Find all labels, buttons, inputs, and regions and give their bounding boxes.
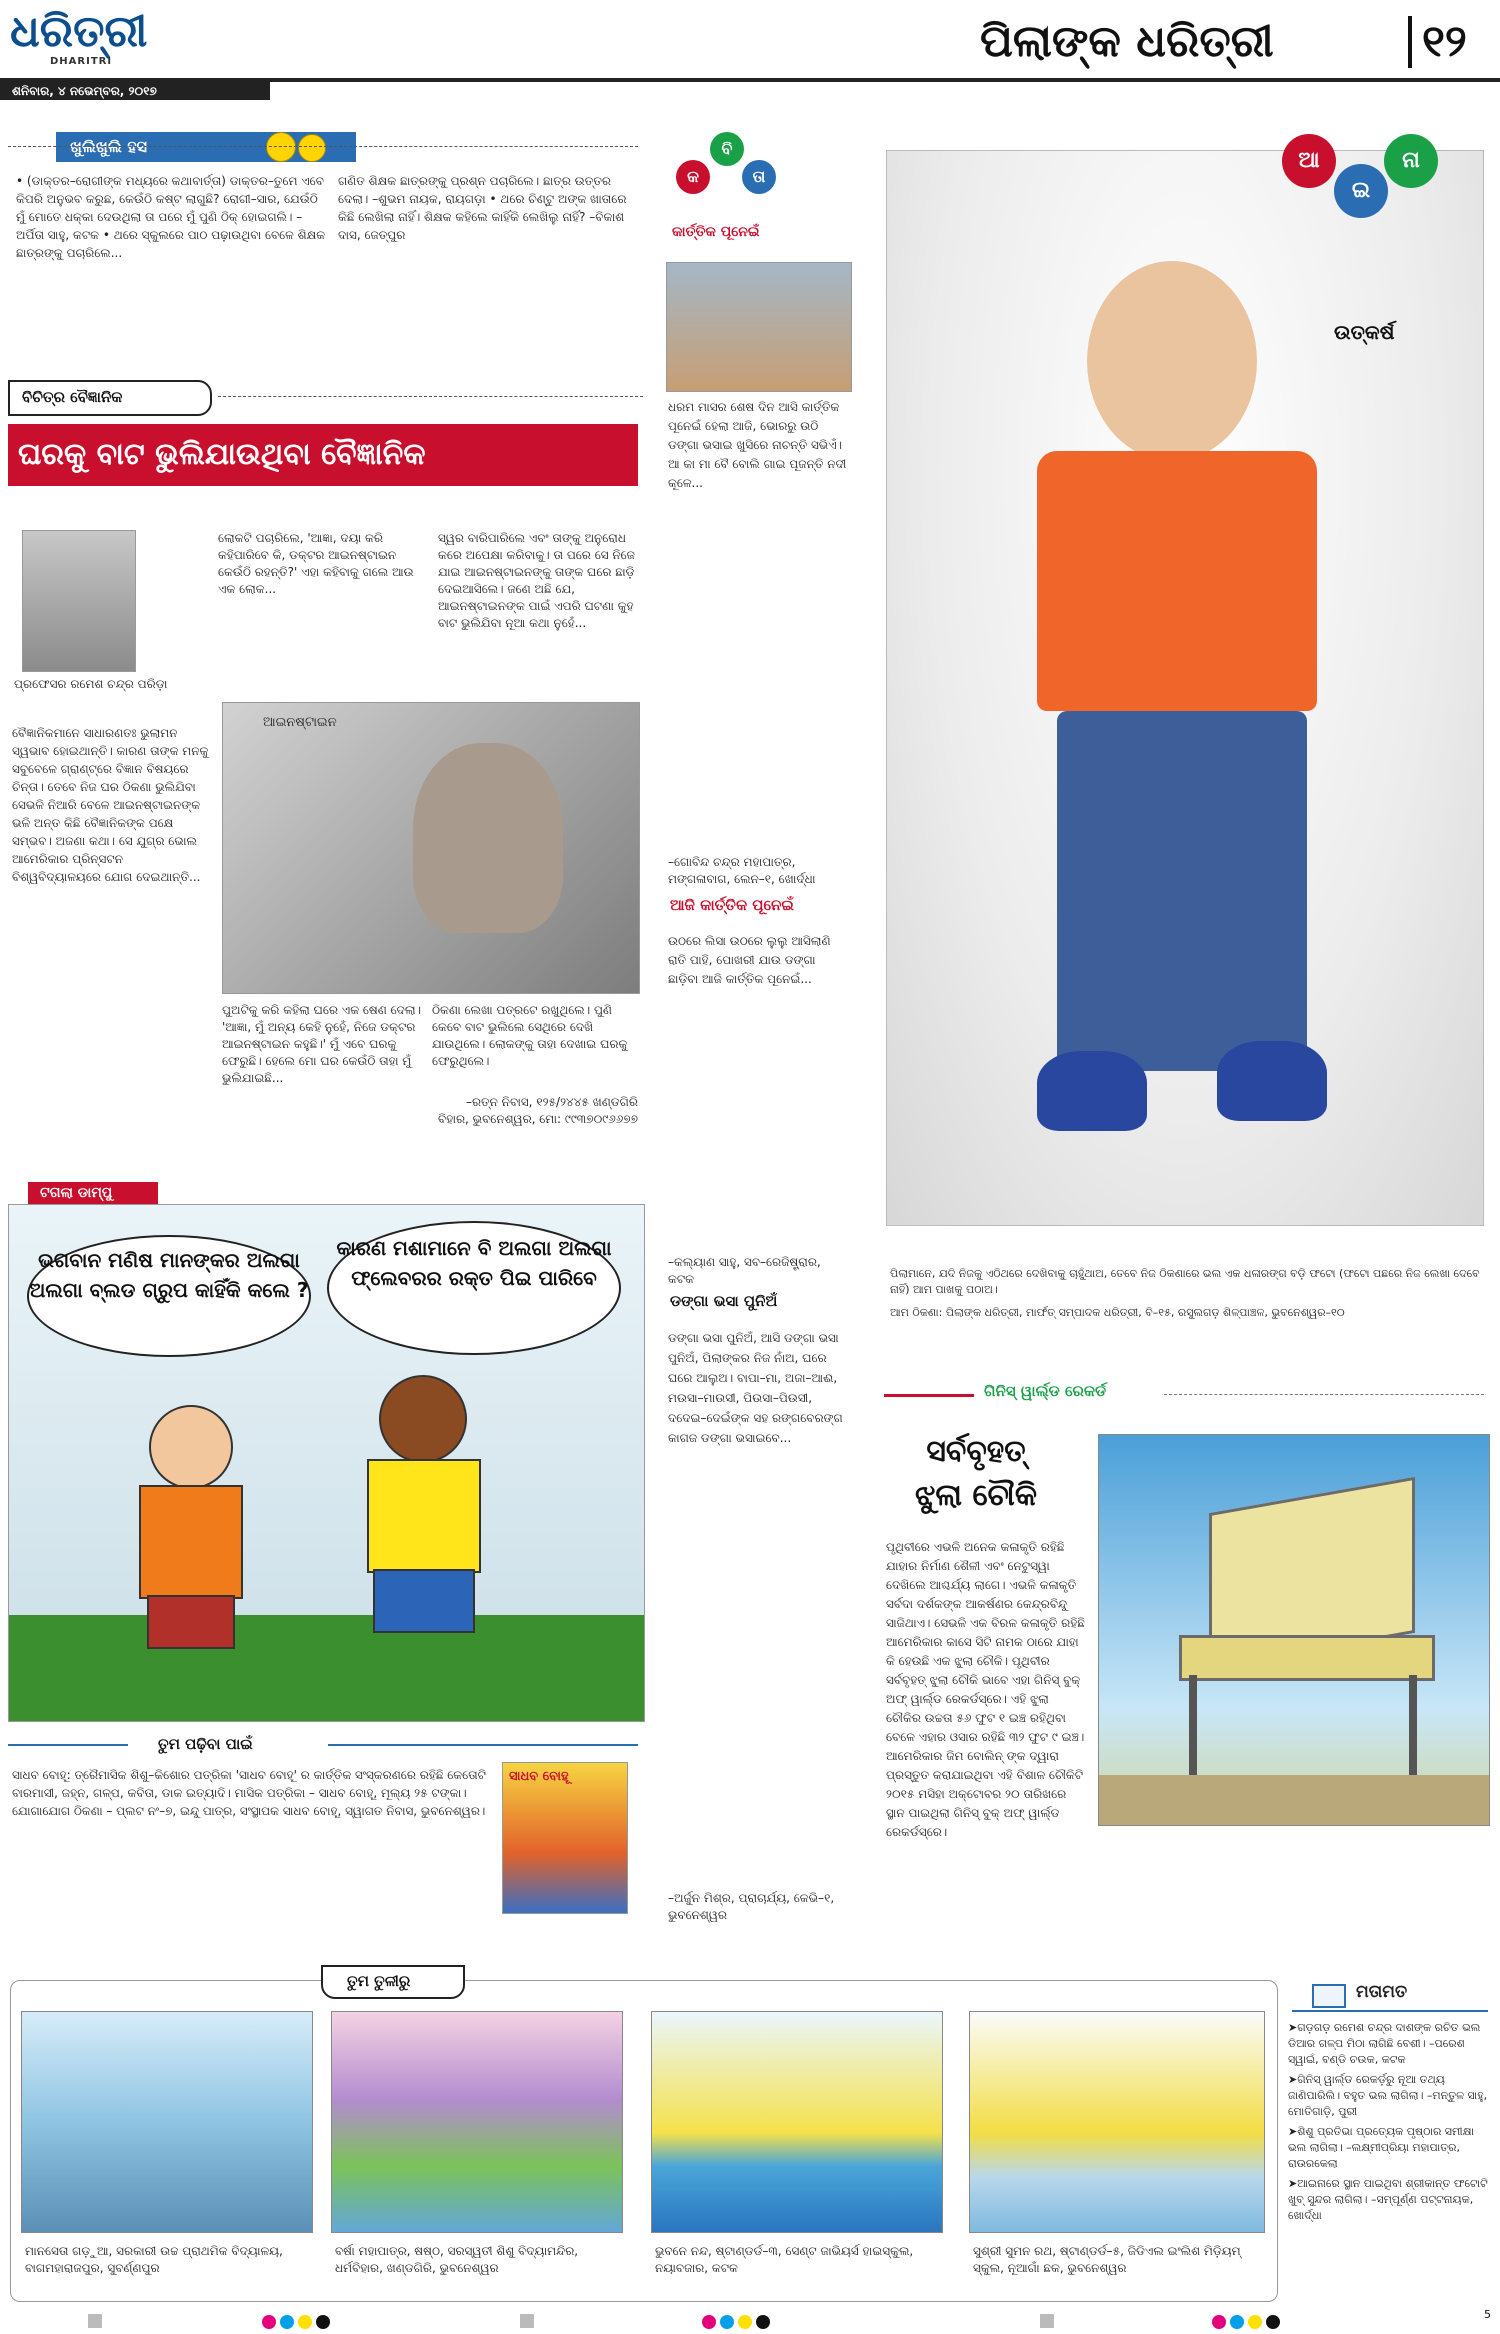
footer <box>0 2306 1500 2334</box>
book-cover <box>502 1762 628 1914</box>
letters-tag: ମତାମତ <box>1356 1982 1408 2002</box>
drawing-3 <box>651 2011 943 2233</box>
cartoon-panel <box>8 1204 645 1722</box>
kavita-poem-1: ଧରମ ମାସର ଶେଷ ଦିନ ଆସି କାର୍ତ୍ତିକ ପୂନେଇଁ ହେଲା ଆଜି, ଭୋରରୁ ଉଠି ଡଙ୍ଗା ଭସାଇ ଖୁସିରେ ନାଚନ୍ତି ସଭିଏଁ। ଆ କା ମା ବୈ ବୋଲି ଗାଇ ପୂଜନ୍ତି ନଦୀ କୂଳେ... <box>668 400 847 490</box>
page-number: ୧୨ <box>1422 16 1467 67</box>
color-registration-marks <box>700 2314 772 2333</box>
kavita-author-2: –କଲ୍ୟାଣ ସାହୁ, ସବ–ରେଜିଷ୍ଟ୍ରାର, କଟକ <box>668 1255 821 1286</box>
scientist-tag-label: ବିଚିତ୍ର ବୈଜ୍ଞାନିକ <box>22 388 123 406</box>
tulika-section <box>10 1972 1278 2302</box>
kavita-poem-3: ଡଙ୍ଗା ଭସା ପୁନିଅଁ, ଆସି ଡଙ୍ଗା ଭସା ପୁନିଅଁ, ପିଲାଙ୍କର ନିଜ ନାଁଅ, ଘରେ ଘରେ ଆଲୁଅ। ବାପା–ମା, ଅଜା–ଆଈ, ମଉସା–ମାଉସୀ, ପିଉସା–ପିଉସୀ, ଦଦେଇ–ଦେଇଁଙ୍କ ସହ ରଙ୍ଗବେରଙ୍ଗ କାଗଜ ଡଙ୍ଗା ଭସାଇବେ... <box>668 1331 843 1445</box>
guinness-tag: ଗିନିସ୍ ୱାର୍ଲ୍ଡ ରେକର୍ଡ <box>984 1382 1107 1400</box>
tulika-tag-label: ତୁମ ତୁଳୀରୁ <box>347 1972 411 1990</box>
portrait-shape <box>413 743 563 933</box>
jokes-tag-label: ଖୁଲିଖୁଲି ହସ <box>70 137 148 156</box>
kavita-author-3: –ଅର୍ଜୁନ ମିଶ୍ର, ପ୍ରାଚାର୍ଯ୍ୟ, କେଭି–୧, ଭୁବନେଶ୍ୱର <box>668 1891 835 1922</box>
guinness-section <box>864 1378 1496 1968</box>
drawing-caption-2: ବର୍ଷା ମହାପାତ୍ର, ଷଷ୍ଠ, ସରସ୍ୱତୀ ଶିଶୁ ବିଦ୍ୟାମନ୍ଦିର, ଧର୍ମବିହାର, ଖଣ୍ଡଗିରି, ଭୁବନେଶ୍ୱର <box>335 2244 579 2275</box>
cartoon-section <box>8 1182 648 1722</box>
logo-text: ଧରିତ୍ରୀ <box>10 6 148 57</box>
letters-rule <box>1292 2010 1488 2012</box>
scientist-col-a: ବୈଜ୍ଞାନିକମାନେ ସାଧାରଣତଃ ଭୁଲାମନ ସ୍ୱଭାବ ହୋଇଥାନ୍ତି। କାରଣ ତାଙ୍କ ମନକୁ ସବୁବେଳେ ଗ୍ରାଣ୍ଟ୍‌ରେ ବିଜ୍ଞାନ ବିଷୟରେ ଚିନ୍ତା। ତେବେ ନିଜ ଘର ଠିକଣା ଭୁଲିଯିବା ସେଭଳି ନିଆରି ବେଳେ ଆଇନଷ୍ଟାଇନଙ୍କ ଭଳି ଅନ୍ତ କିଛି ବୈଜ୍ଞାନିକଙ୍କ ପକ୍ଷେ ସମ୍ଭବ। ଅଜଣା କଥା। ସେ ଯୁଗ୍ର ଭୋଲ ଆମେରିକାର ପ୍ରିନ୍ସଟନ ବିଶ୍ୱବିଦ୍ୟାଳୟରେ ଯୋଗ ଦେଇଥାନ୍ତି... <box>12 726 209 884</box>
author-photo <box>22 530 136 672</box>
aaina-address: ଆମ ଠିକଣା: ପିଲାଙ୍କ ଧରିତ୍ରୀ, ମାର୍ଫତ୍ ସମ୍ପାଦକ ଧରିତ୍ରୀ, ବି–୧୫, ରସୁଲଗଡ଼ ଶିଳ୍ପାଞ୍ଚଳ, ଭୁବନେଶ୍ୱର–୧୦ <box>890 1306 1345 1319</box>
aaina-letter-2: ଇ <box>1334 164 1388 218</box>
drawing-caption-3: ଭୁବନେ ନନ୍ଦ, ଷ୍ଟାଣ୍ଡର୍ଡ–୩, ସେଣ୍ଟ ଜାଭିୟର୍ସ ହାଇସ୍କୁଲ, ନୟାବଜାର, କଟକ <box>655 2244 914 2275</box>
grass <box>9 1615 644 1721</box>
letter-item: ➤ଗିନିସ୍ ୱାର୍ଲ୍ଡ ରେକର୍ଡ଼ରୁ ନୂଆ ତଥ୍ୟ ଜାଣିପାରିଲି। ବହୁତ ଭଲ ଲାଗିଲା। –ମନ୍ତୁଳ ସାହୁ, ମୋତିଗାଡ଼ି, ପୁରୀ <box>1288 2073 1488 2118</box>
scientist-byline: –ରତ୍ନ ନିବାସ, ୧୨୫/୨୪୪୫ ଖଣ୍ଡଗିରି ବିହାର, ଭୁବନେଶ୍ୱର, ମୋ: ୯୯୩୭୦୯୬୬୭୭ <box>438 1095 638 1126</box>
scientist-col-d: ଠିକଣା ଲେଖା ପତ୍ରଟେ ରଖୁଥିଲେ। ପୁଣି କେବେ ବାଟ ଭୁଲିଲେ ସେଥିରେ ଦେଖି ଯାଉଥିଲେ। ଲୋକଙ୍କୁ ତାହା ଦେଖାଇ ଘରକୁ ଫେରୁଥିଲେ। <box>432 1003 628 1068</box>
gray-registration-mark <box>1040 2314 1054 2328</box>
scientist-article <box>8 380 648 1170</box>
gray-registration-mark <box>520 2314 534 2328</box>
kavita-letter-3: ତା <box>742 160 776 194</box>
letters-list <box>1288 2020 1492 2296</box>
guinness-headline-2: ଝୁଲା ଚୌକି <box>914 1478 1037 1513</box>
page-marker: 5 <box>1484 2308 1491 2321</box>
letters-section <box>1282 1980 1494 2300</box>
letter-item: ➤ଗଡ଼ଗଡ଼ ରମେଶ ଚନ୍ଦ୍ର ଦାଶଙ୍କ ରଚିତ ଭଲ ଡିଆର ଗଳ୍ପ ମିଠା ଲାଗିଛି ବେଶୀ। –ପରେଶ ସ୍ୱାଇଁ, ବଣ୍ଡି ଚଉକ, କଟକ <box>1288 2021 1481 2066</box>
jokes-divider <box>8 146 638 148</box>
guinness-headline-1: ସର୍ବବୃହତ୍ <box>926 1434 1026 1469</box>
einstein-photo <box>222 702 640 994</box>
drawing-caption-4: ସୁଶ୍ରୀ ସୁମନ ରଥ, ଷ୍ଟାଣ୍ଡର୍ଡ–୫, ଜିଡିଏଲ ଇଂଲିଶ ମିଡ଼ିୟମ୍ ସ୍କୁଲ, ନୂଆଗାଁ ଛକ, ଭୁବନେଶ୍ୱର <box>973 2244 1241 2275</box>
title-divider <box>1408 16 1412 68</box>
drawing-4 <box>969 2011 1265 2233</box>
aaina-letter-3: ନା <box>1384 134 1438 188</box>
aaina-letter-1: ଆ <box>1282 134 1336 188</box>
section-title: ପିଲାଙ୍କ ଧରିତ୍ରୀ <box>980 16 1274 67</box>
cartoon-tag-label: ଟଗଲା ଡାମ୍ପୁ <box>40 1185 113 1201</box>
kavita-heading-2: ଆଜି କାର୍ତ୍ତିକ ପୂନେଇଁ <box>670 896 794 914</box>
kavita-heading-1: କାର୍ତ୍ତିକ ପୂନେଇଁ <box>672 224 760 240</box>
jokes-left-column: • (ଡାକ୍ତର–ରୋଗୀଙ୍କ ମଧ୍ୟରେ କଥାବାର୍ତ୍ତା) ଡାକ୍ତର–ତୁମେ ଏବେ କିପରି ଅନୁଭବ କରୁଛ, କେଉଁଠି କଷ୍ଟ ଲାଗୁଛି? ରୋଗୀ–ସାର, ଯେଉଁଠି ମୁଁ ମୋତେ ଧକ୍କା ଦେଉଥିଲା ତା ପରେ ମୁଁ ପୁଣି ଠିକ୍ ହୋଇଗଲି। –ଅର୍ପିତା ସାହୁ, କଟକ • ଥରେ ସ୍କୁଲରେ ପାଠ ପଢ଼ାଉଥିବା ବେଳେ ଶିକ୍ଷକ ଛାତ୍ରଙ୍କୁ ପଚାରିଲେ... <box>16 174 326 260</box>
scientist-tag <box>8 380 212 416</box>
scientist-intro: ଲୋକଟି ପଚାରିଲେ, 'ଆଜ୍ଞା, ଦୟା କରି କହିପାରିବେ କି, ଡକ୍ଟର ଆଇନଷ୍ଟାଇନ କେଉଁଠି ରହନ୍ତି?' ଏହା କହିବାକୁ ଗଲେ ଆଉ ଏକ ଲୋକ... <box>218 531 414 596</box>
scientist-tag-rule <box>218 396 643 398</box>
letter-item: ➤ଶିଶୁ ପ୍ରତିଭା ପ୍ରତ୍ୟେକ ପୃଷ୍ଠାର ସମୀକ୍ଷା ଭଲ ଲାଗିଲା। –ଲକ୍ଷ୍ମୀପ୍ରିୟା ମହାପାତ୍ର, ରାଉରକେଲା <box>1288 2125 1474 2170</box>
kavita-column <box>656 120 856 1970</box>
jokes-right-column: ଗଣିତ ଶିକ୍ଷକ ଛାତ୍ରଙ୍କୁ ପ୍ରଶ୍ନ ପଚାରିଲେ। ଛାତ୍ର ଉତ୍ତର ଦେଲା। –ଶୁଭମ ନାୟକ, ରାୟଗଡ଼ା • ଥରେ ଚିଣ୍ଟୁ ଅଙ୍କ ଖାତାରେ କିଛି ଲେଖିଲା ନାହିଁ। ଶିକ୍ଷକ କହିଲେ କାହିଁକି ଲେଖିଲୁ ନାହିଁ? –ବିକାଶ ଦାସ, ଜେତ୍ପୁର <box>338 174 627 242</box>
logo-subtext: DHARITRI <box>50 56 113 67</box>
smiley-icon <box>298 134 326 162</box>
author-caption: ପ୍ରଫେସର ରମେଶ ଚନ୍ଦ୍ର ପରିଡ଼ା <box>14 677 168 691</box>
kavita-letter-1: କ <box>676 160 710 194</box>
drawing-2 <box>331 2011 623 2233</box>
guinness-text: ପୃଥିବୀରେ ଏଭଳି ଅନେକ କଳାକୃତି ରହିଛି ଯାହାର ନିର୍ମାଣ ଶୈଳୀ ଏବଂ ନେଟୁସ୍ୱା ଦେଖିଲେ ଆଶ୍ଚର୍ଯ୍ୟ ଲାଗେ। ଏଭଳି କଳାକୃତି ସର୍ବଦା ଦର୍ଶକଙ୍କ ଆକର୍ଷଣର କେନ୍ଦ୍ରବିନ୍ଦୁ ସାଜିଥାଏ। ସେଭଳି ଏକ ବିରଳ କଳାକୃତି ରହିଛି ଆମେରିକାର କାସେ ସିଟି ନାମକ ଠାରେ ଯାହା କି ହେଉଛି ଏକ ଝୁଲା ଚୌକି। ପୃଥିବୀର ସର୍ବବୃହତ୍ ଝୁଲା ଚୌକି ଭାବେ ଏହା ଗିନିସ୍ ବୁକ୍ ଅଫ୍ ୱାର୍ଲ୍ଡ ରେକର୍ଡସ୍‌ରେ। ଏହି ଝୁଲା ଚୌକିର ଉଚ୍ଚତା ୫୬ ଫୁଟ ୧ ଇଞ୍ଚ ରହିଥିବା ବେଳେ ଏହାର ଓସାର ରହିଛି ୩୨ ଫୁଟ ୯ ଇଞ୍ଚ। ଆମେରିକାର ଜିମ ବୋଲିନ୍ ଙ୍କ ଦ୍ୱାରା ପ୍ରସ୍ତୁତ କରାଯାଇଥିବା ଏହି ବିଶାଳ ଚୌକିଟି ୨୦୧୫ ମସିହା ଅକ୍ଟୋବର ୨୦ ତାରିଖରେ ସ୍ଥାନ ପାଇଥିଲା ଗିନିସ୍ ବୁକ୍ ଅଫ୍ ୱାର୍ଲ୍ଡ ରେକର୍ଡସ୍‌ରେ। <box>886 1540 1085 1839</box>
envelope-icon <box>1312 1984 1346 2008</box>
books-tag-label: ତୁମ ପଢ଼ିବା ପାଇଁ <box>158 1735 253 1753</box>
guinness-rule-right <box>1164 1394 1484 1396</box>
tulika-tag <box>321 1965 465 1999</box>
drawing-caption-1: ମାନସେତା ଗଡ଼ୁଆ, ସରକାରୀ ଉଚ୍ଚ ପ୍ରାଥମିକ ବିଦ୍ୟାଳୟ, ବାଗମହାରାଜପୁର, ସୁବର୍ଣ୍ଣପୁର <box>25 2244 283 2275</box>
kavita-poem-2: ଉଠରେ ଲିସା ଉଠରେ ଲୁଲୁ ଆସିଲାଣି ରାତି ପାହି, ପୋଖରୀ ଯାଉ ଡଙ୍ଗା ଛାଡ଼ିବା ଆଜି କାର୍ତ୍ତିକ ପୂନେଇଁ... <box>668 934 831 986</box>
child-photo <box>886 150 1484 1226</box>
boy-right <box>359 1375 489 1675</box>
guinness-rule <box>884 1394 974 1397</box>
festival-photo <box>666 262 852 392</box>
kavita-letter-2: ବି <box>710 132 744 166</box>
book-cover-title: ସାଧବ ବୋହୂ <box>509 1769 569 1784</box>
books-text: ସାଧବ ବୋହୂ: ତ୍ରୈମାସିକ ଶିଶୁ–କିଶୋର ପତ୍ରିକା 'ସାଧବ ବୋହୂ' ର କାର୍ତ୍ତିକ ସଂସ୍କରଣରେ ରହିଛି କେତୋଟି ବାରମାସୀ, ଜହ୍ନ, ଗଳ୍ପ, କବିତା, ଡାକ ଇତ୍ୟାଦି। ମାସିକ ପତ୍ରିକା – ସାଧବ ବୋହୂ, ମୂଲ୍ୟ ୨୫ ଟଙ୍କା। ଯୋଗାଯୋଗ ଠିକଣା – ପ୍ଲଟ ନଂ–୭, ଇନ୍ଦୁ ପାତ୍ର, ସଂସ୍ଥାପକ ସାଧବ ବୋହୂ, ସ୍ୱାଗତ ନିବାସ, ଭୁବନେଶ୍ୱର। <box>12 1768 486 1818</box>
speech-bubble-right: କାରଣ ମଶାମାନେ ବି ଅଲଗା ଅଲଗା ଫ୍ଲେବରର ରକ୍ତ ପିଇ ପାରିବେ <box>327 1221 621 1355</box>
kavita-author-1: –ଗୋବିନ୍ଦ ଚନ୍ଦ୍ର ମହାପାତ୍ର, ମଙ୍ଗଳାବାଗ, ଲେନ–୧, ଖୋର୍ଦ୍ଧା <box>668 855 816 886</box>
date-text: ଶନିବାର, ୪ ନଭେମ୍ବର, ୨୦୧୭ <box>12 84 157 98</box>
scientist-col-b: ସ୍ୱର ବାରିପାରିଲେ ଏବଂ ତାଙ୍କୁ ଅନୁରୋଧ କରେ ଅପେକ୍ଷା କରିବାକୁ। ତା ପରେ ସେ ନିଜେ ଯାଇ ଆଇନଷ୍ଟାଇନଙ୍କୁ ତାଙ୍କ ଘରେ ଛାଡ଼ି ଦେଇଆସିଲେ। ଜଣେ ଅଛି ଯେ, ଆଇନଷ୍ଟାଇନଙ୍କ ପାଇଁ ଏପରି ଘଟଣା କୁହ ବାଟ ଭୁଲିଯିବା ନୂଆ କଥା ନୁହେଁ... <box>438 531 635 630</box>
color-registration-marks <box>1210 2314 1282 2333</box>
scientist-headline: ଘରକୁ ବାଟ ଭୁଲିଯାଉଥିବା ବୈଜ୍ଞାନିକ <box>8 424 638 486</box>
gray-registration-mark <box>88 2314 102 2328</box>
aaina-caption: ପିଲାମାନେ, ଯଦି ନିଜକୁ ଏଠିଥରେ ଦେଖିବାକୁ ଚାହୁଁଥାଅ, ତେବେ ନିଜ ଠିକଣାରେ ଭଲ ଏକ ଧଳାରଙ୍ଗ ବଡ଼ି ଫଟୋ (ଫଟୋ ପଛରେ ନିଜ ଲେଖା ଦେବେ ନାହିଁ) ଆମ ପାଖକୁ ପଠାଅ। <box>890 1267 1480 1296</box>
kavita-heading-3: ଡଙ୍ଗା ଭସା ପୁନିଅଁ <box>670 1292 778 1310</box>
scientist-col-c: ପୁଅଟିକୁ କରି କହିଲା ଘରେ ଏକ ଷେଣ ଦେଲା। 'ଆଜ୍ଞା, ମୁଁ ଅନ୍ୟ କେହି ନୁହେଁ, ନିଜେ ଡକ୍ଟର ଆଇନଷ୍ଟାଇନ କହୁଛି।' ମୁଁ ଏବେ ଘରକୁ ଫେରୁଛି। ହେଲେ ମୋ ଘର କେଉଁଠି ତାହା ମୁଁ ଭୁଲିଯାଇଛି... <box>222 1003 421 1085</box>
logo <box>10 6 250 66</box>
books-tag <box>128 1732 328 1758</box>
speech-bubble-left: ଭଗବାନ ମଣିଷ ମାନଙ୍କର ଅଲଗା ଅଲଗା ବ୍ଲଡ ଗ୍ରୁପ କାହିଁକି କଲେ ? <box>27 1235 311 1357</box>
drawing-1 <box>21 2011 313 2233</box>
books-section <box>8 1732 648 1942</box>
color-registration-marks <box>260 2314 332 2333</box>
rocking-chair-photo <box>1098 1434 1490 1826</box>
masthead <box>0 0 1500 100</box>
aaina-section <box>864 120 1496 1340</box>
letter-item: ➤ଆଇନାରେ ସ୍ଥାନ ପାଇଥିବା ଶ୍ରୀକାନ୍ତ ଫଟୋଟି ଖୁବ୍ ସୁନ୍ଦର ଲାଗିଲା। –ସମ୍ପୂର୍ଣ୍ଣ ପଟ୍ଟନାୟକ, ଖୋର୍ଦ୍ଧା <box>1288 2177 1488 2222</box>
photo-caption: ଆଇନଷ୍ଟାଇନ <box>263 715 337 730</box>
boy-left <box>129 1405 249 1665</box>
jokes-section <box>8 128 648 368</box>
child-name: ଉତ୍କର୍ଷ <box>1334 320 1395 344</box>
